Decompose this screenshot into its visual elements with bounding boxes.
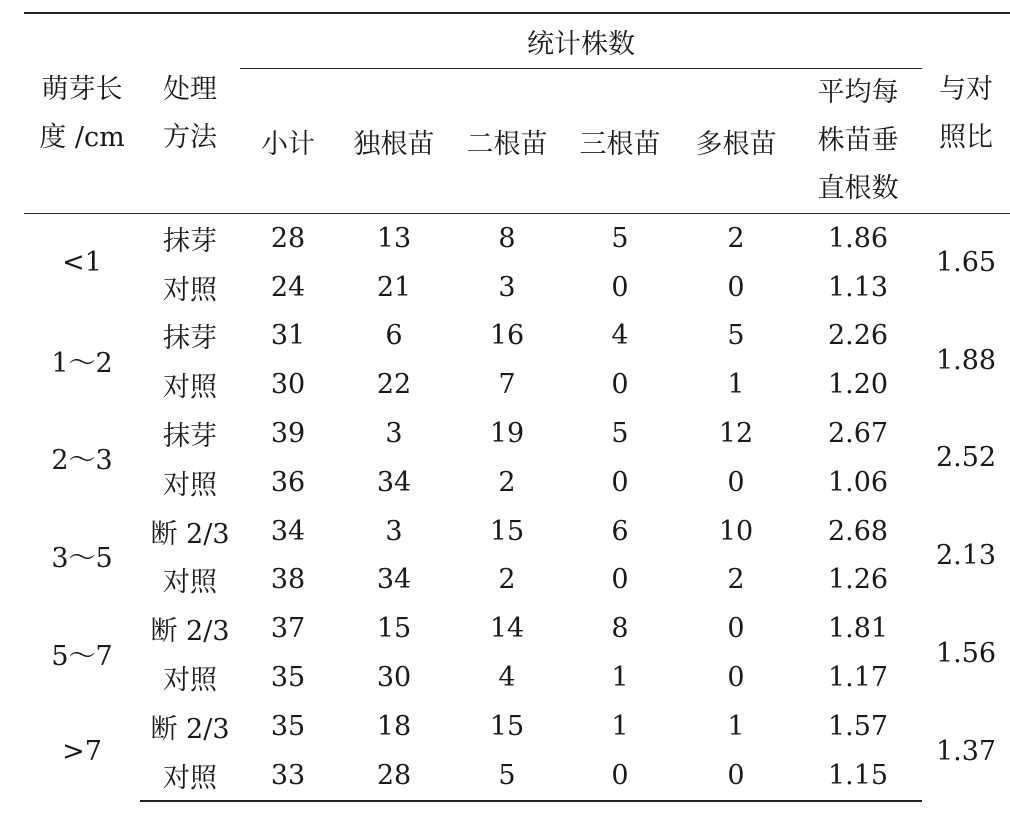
cell-avg-vertical-roots: 1.86 — [827, 222, 889, 254]
table-row — [24, 360, 1010, 409]
cell-multi-root: 5 — [727, 320, 745, 352]
cell-method: 断 2/3 — [150, 713, 230, 745]
cell-three-root: 0 — [562, 751, 678, 801]
cell-method: 抹芽 — [163, 225, 217, 257]
cell-multi-root: 2 — [727, 222, 745, 254]
cell-sprout-length: <1 — [62, 247, 102, 279]
cell-multi-root: 1 — [727, 369, 745, 401]
cell-single-root: 15 — [376, 613, 412, 645]
cell-method: 断 2/3 — [150, 518, 230, 550]
cell-single-root: 3 — [385, 418, 403, 450]
cell-multi-root: 0 — [727, 613, 745, 645]
cell-multi-root: 0 — [678, 751, 794, 801]
cell-sprout-length: 3～5 — [51, 543, 113, 575]
cell-avg-vertical-roots: 1.13 — [827, 271, 889, 303]
cell-avg-vertical-roots: 1.26 — [827, 564, 889, 596]
header-avg-line3: 直根数 — [817, 173, 899, 204]
data-table-container — [24, 12, 997, 802]
cell-sprout-length: 5～7 — [51, 640, 113, 672]
cell-sprout-length: 1～2 — [51, 347, 113, 379]
table-header — [24, 13, 1010, 214]
cell-subtotal: 35 — [270, 710, 306, 742]
header-plant-count-group: 统计株数 — [240, 13, 922, 69]
cell-ratio-to-control: 1.56 — [935, 637, 997, 669]
cell-two-root: 16 — [489, 320, 525, 352]
cell-two-root: 8 — [498, 222, 516, 254]
header-method-line1: 处理 — [163, 73, 217, 105]
cell-method: 对照 — [163, 469, 217, 501]
cell-single-root: 34 — [376, 564, 412, 596]
table-body — [24, 214, 1010, 801]
header-ratio-line2: 照比 — [939, 121, 993, 153]
cell-multi-root: 12 — [718, 418, 754, 450]
sprout-statistics-table — [24, 12, 1010, 802]
table-row — [24, 312, 1010, 361]
header-sprout-length-line2: 度 /cm — [39, 121, 125, 153]
cell-three-root: 4 — [611, 320, 629, 352]
header-avg-line2: 株苗垂 — [817, 125, 899, 156]
cell-two-root: 2 — [498, 564, 516, 596]
cell-avg-vertical-roots: 2.67 — [827, 418, 889, 450]
cell-single-root: 13 — [376, 222, 412, 254]
header-subtotal: 小计 — [240, 69, 336, 214]
cell-avg-vertical-roots: 1.81 — [827, 613, 889, 645]
header-ratio-line1: 与对 — [939, 73, 993, 105]
cell-subtotal: 30 — [270, 369, 306, 401]
cell-single-root: 34 — [376, 466, 412, 498]
header-sprout-length-line1: 萌芽长 — [41, 73, 123, 105]
cell-three-root: 8 — [611, 613, 629, 645]
header-multi-root: 多根苗 — [678, 69, 794, 214]
table-row — [24, 458, 1010, 507]
cell-two-root: 5 — [452, 751, 562, 801]
cell-single-root: 22 — [376, 369, 412, 401]
cell-ratio-to-control: 2.13 — [935, 540, 997, 572]
cell-avg-vertical-roots: 2.26 — [827, 320, 889, 352]
cell-subtotal: 31 — [270, 320, 306, 352]
cell-avg-vertical-roots: 1.20 — [827, 369, 889, 401]
cell-ratio-to-control: 1.88 — [935, 344, 997, 376]
cell-two-root: 15 — [489, 710, 525, 742]
cell-method: 对照 — [163, 665, 217, 697]
cell-multi-root: 0 — [727, 271, 745, 303]
cell-method: 断 2/3 — [150, 616, 230, 648]
cell-two-root: 19 — [489, 418, 525, 450]
cell-avg-vertical-roots: 1.15 — [794, 751, 922, 801]
cell-ratio-to-control: 2.52 — [935, 442, 997, 474]
cell-two-root: 15 — [489, 515, 525, 547]
cell-single-root: 28 — [336, 751, 452, 801]
table-row — [24, 409, 1010, 458]
header-treatment-method — [140, 13, 240, 214]
cell-three-root: 0 — [611, 271, 629, 303]
header-two-root: 二根苗 — [452, 69, 562, 214]
header-single-root: 独根苗 — [336, 69, 452, 214]
table-row — [24, 702, 1010, 751]
cell-method: 对照 — [163, 372, 217, 404]
cell-subtotal: 37 — [270, 613, 306, 645]
cell-subtotal: 28 — [270, 222, 306, 254]
cell-three-root: 5 — [611, 418, 629, 450]
cell-ratio-to-control: 1.37 — [935, 735, 997, 767]
header-ratio-to-control — [922, 13, 1010, 214]
cell-subtotal: 39 — [270, 418, 306, 450]
cell-two-root: 7 — [498, 369, 516, 401]
cell-multi-root: 10 — [718, 515, 754, 547]
cell-multi-root: 1 — [727, 710, 745, 742]
table-row — [24, 604, 1010, 653]
cell-subtotal: 38 — [270, 564, 306, 596]
cell-multi-root: 0 — [727, 662, 745, 694]
cell-three-root: 0 — [611, 466, 629, 498]
cell-three-root: 1 — [611, 662, 629, 694]
table-row — [24, 751, 1010, 801]
cell-two-root: 2 — [498, 466, 516, 498]
cell-two-root: 4 — [498, 662, 516, 694]
table-row — [24, 214, 1010, 263]
cell-method: 对照 — [140, 751, 240, 801]
cell-subtotal: 33 — [240, 751, 336, 801]
cell-three-root: 1 — [611, 710, 629, 742]
header-avg-line1: 平均每 — [817, 77, 899, 108]
cell-subtotal: 24 — [270, 271, 306, 303]
cell-multi-root: 0 — [727, 466, 745, 498]
cell-method: 对照 — [163, 274, 217, 306]
table-row — [24, 507, 1010, 556]
table-row — [24, 653, 1010, 702]
cell-avg-vertical-roots: 1.57 — [827, 710, 889, 742]
header-avg-vertical-roots — [794, 69, 922, 214]
cell-method: 对照 — [163, 567, 217, 599]
cell-sprout-length: >7 — [62, 735, 102, 767]
cell-subtotal: 35 — [270, 662, 306, 694]
cell-two-root: 3 — [498, 271, 516, 303]
cell-avg-vertical-roots: 2.68 — [827, 515, 889, 547]
cell-single-root: 21 — [376, 271, 412, 303]
table-row — [24, 556, 1010, 605]
cell-single-root: 3 — [385, 515, 403, 547]
cell-multi-root: 2 — [727, 564, 745, 596]
cell-single-root: 18 — [376, 710, 412, 742]
cell-single-root: 6 — [385, 320, 403, 352]
cell-three-root: 0 — [611, 564, 629, 596]
cell-three-root: 6 — [611, 515, 629, 547]
cell-two-root: 14 — [489, 613, 525, 645]
header-method-line2: 方法 — [163, 121, 217, 153]
cell-avg-vertical-roots: 1.06 — [827, 466, 889, 498]
cell-avg-vertical-roots: 1.17 — [827, 662, 889, 694]
table-row — [24, 263, 1010, 312]
cell-three-root: 0 — [611, 369, 629, 401]
cell-sprout-length: 2～3 — [51, 445, 113, 477]
cell-single-root: 30 — [376, 662, 412, 694]
cell-method: 抹芽 — [163, 421, 217, 453]
cell-method: 抹芽 — [163, 323, 217, 355]
cell-ratio-to-control: 1.65 — [935, 247, 997, 279]
cell-three-root: 5 — [611, 222, 629, 254]
header-sprout-length — [24, 13, 140, 214]
header-three-root: 三根苗 — [562, 69, 678, 214]
cell-subtotal: 36 — [270, 466, 306, 498]
cell-subtotal: 34 — [270, 515, 306, 547]
